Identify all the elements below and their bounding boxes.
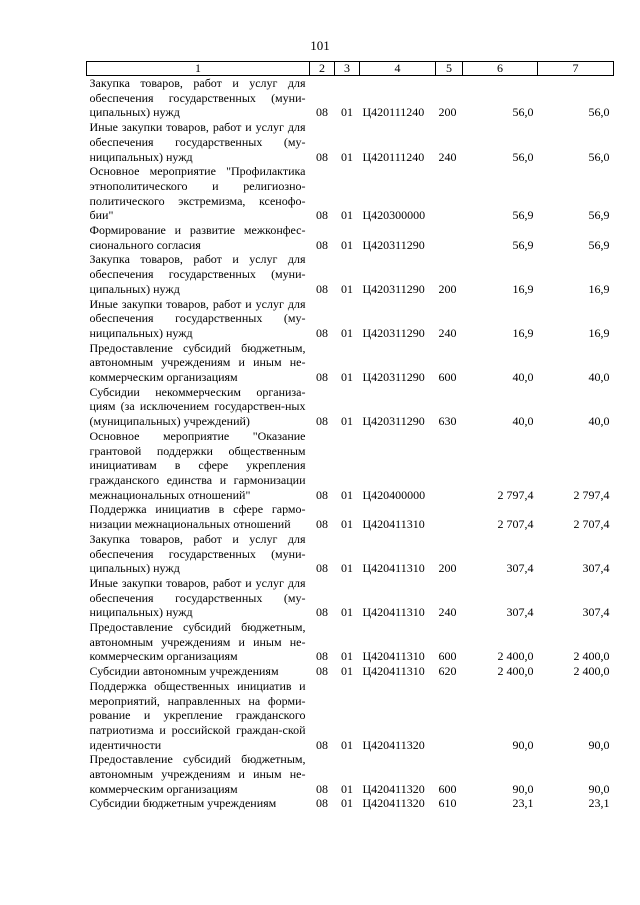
table-row <box>87 120 614 164</box>
row-name: Основное мероприятие "Профилактика этнополитического и религиозно-политического экстремизма, ксенофо-бии" <box>89 164 306 223</box>
row-value-col6: 56,0 <box>512 105 534 120</box>
row-section: 08 <box>316 105 328 120</box>
row-expense-type: 600 <box>438 649 457 664</box>
table-row <box>87 429 614 503</box>
table-row <box>87 576 614 620</box>
row-value-col7: 2 400,0 <box>573 664 610 679</box>
row-name: Субсидии некоммерческим организа-циям (за исключением государствен-ных (муниципальных) учреждений) <box>89 384 306 429</box>
row-expense-type: 200 <box>438 281 457 296</box>
row-expense-type <box>436 164 463 223</box>
row-section: 08 <box>316 208 328 223</box>
row-expense-type: 240 <box>438 325 457 340</box>
row-target-code: Ц420411310 <box>362 517 425 532</box>
row-subsection: 01 <box>341 325 353 340</box>
row-value-col7: 2 400,0 <box>573 649 610 664</box>
table-row <box>87 679 614 753</box>
row-target-code: Ц420400000 <box>362 487 426 502</box>
row-value-col6: 90,0 <box>512 737 534 752</box>
table-row <box>87 164 614 223</box>
row-expense-type <box>436 429 463 503</box>
row-subsection: 01 <box>341 781 353 796</box>
row-name: Основное мероприятие "Оказание грантовой поддержки общественным инициативам в сфере укрепления гражданского единства и гармонизации межнациональных отношений" <box>89 428 306 502</box>
row-target-code: Ц420311290 <box>362 370 425 385</box>
row-section: 08 <box>316 237 328 252</box>
row-section: 08 <box>316 605 328 620</box>
row-expense-type: 200 <box>438 561 457 576</box>
row-section: 08 <box>316 149 328 164</box>
row-value-col7: 56,9 <box>588 237 610 252</box>
row-expense-type: 200 <box>438 105 457 120</box>
page-number: 101 <box>310 38 330 53</box>
row-name: Закупка товаров, работ и услуг для обеспечения государственных (муни-ципальных) нужд <box>89 252 306 296</box>
row-value-col6: 56,0 <box>512 149 534 164</box>
row-section: 08 <box>316 487 328 502</box>
row-target-code: Ц420311290 <box>362 281 425 296</box>
row-name: Иные закупки товаров, работ и услуг для обеспечения государственных (му-ниципальных) нужд <box>89 296 306 340</box>
header-col-4: 4 <box>360 62 436 76</box>
table-row <box>87 502 614 531</box>
row-value-col6: 40,0 <box>512 370 534 385</box>
header-col-3: 3 <box>335 62 360 76</box>
row-section: 08 <box>316 517 328 532</box>
table-row <box>87 664 614 679</box>
row-expense-type: 600 <box>438 781 457 796</box>
row-section: 08 <box>316 370 328 385</box>
row-target-code: Ц420411310 <box>362 605 425 620</box>
table-row <box>87 341 614 385</box>
row-value-col7: 307,4 <box>582 605 610 620</box>
budget-table <box>86 61 614 811</box>
row-subsection: 01 <box>341 487 353 502</box>
row-expense-type: 610 <box>438 796 457 811</box>
header-col-5: 5 <box>436 62 463 76</box>
row-value-col6: 307,4 <box>506 561 534 576</box>
table-row <box>87 620 614 664</box>
row-value-col6: 307,4 <box>506 605 534 620</box>
row-name: Субсидии бюджетным учреждениям <box>89 796 277 811</box>
row-target-code: Ц420411310 <box>362 561 425 576</box>
row-value-col7: 90,0 <box>588 781 610 796</box>
row-subsection: 01 <box>341 414 353 429</box>
row-subsection: 01 <box>341 796 353 811</box>
table-row <box>87 297 614 341</box>
table-row <box>87 223 614 252</box>
row-target-code: Ц420411320 <box>362 781 425 796</box>
row-value-col6: 56,9 <box>512 237 534 252</box>
row-value-col7: 56,0 <box>588 105 610 120</box>
row-name: Формирование и развитие межконфес-сионального согласия <box>89 223 306 252</box>
row-target-code: Ц420311290 <box>362 237 425 252</box>
row-target-code: Ц420411320 <box>362 737 425 752</box>
row-expense-type <box>436 223 463 252</box>
row-expense-type: 600 <box>438 370 457 385</box>
row-target-code: Ц420311290 <box>362 325 425 340</box>
row-name: Предоставление субсидий бюджетным, автономным учреждениям и иным не-коммерческим организациям <box>89 752 306 796</box>
row-value-col7: 16,9 <box>588 281 610 296</box>
row-value-col7: 2 707,4 <box>573 517 610 532</box>
table-row <box>87 76 614 121</box>
row-name: Закупка товаров, работ и услуг для обеспечения государственных (муни-ципальных) нужд <box>89 531 306 576</box>
row-value-col6: 2 707,4 <box>497 517 534 532</box>
table-row <box>87 796 614 811</box>
row-section: 08 <box>316 325 328 340</box>
row-value-col7: 56,9 <box>588 208 610 223</box>
row-name: Поддержка инициатив в сфере гармо-низации межнациональных отношений <box>89 502 306 532</box>
row-subsection: 01 <box>341 664 353 679</box>
table-header <box>87 62 614 76</box>
row-target-code: Ц420311290 <box>362 414 425 429</box>
row-value-col7: 40,0 <box>588 414 610 429</box>
row-expense-type: 240 <box>438 149 457 164</box>
row-name: Иные закупки товаров, работ и услуг для обеспечения государственных (му-ниципальных) нужд <box>89 575 306 620</box>
row-target-code: Ц420111240 <box>362 105 425 120</box>
row-value-col6: 2 797,4 <box>497 487 534 502</box>
row-value-col7: 90,0 <box>588 737 610 752</box>
row-target-code: Ц420111240 <box>362 149 425 164</box>
row-value-col6: 90,0 <box>512 781 534 796</box>
row-value-col6: 40,0 <box>512 414 534 429</box>
header-col-2: 2 <box>310 62 335 76</box>
header-col-6: 6 <box>463 62 538 76</box>
row-section: 08 <box>316 796 328 811</box>
row-target-code: Ц420411310 <box>362 649 425 664</box>
row-subsection: 01 <box>341 605 353 620</box>
header-row <box>87 62 614 76</box>
row-target-code: Ц420411320 <box>362 796 425 811</box>
row-value-col6: 56,9 <box>512 208 534 223</box>
row-value-col6: 16,9 <box>512 281 534 296</box>
row-value-col6: 2 400,0 <box>497 649 534 664</box>
row-name: Предоставление субсидий бюджетным, автономным учреждениям и иным не-коммерческим организациям <box>89 340 306 385</box>
row-subsection: 01 <box>341 370 353 385</box>
row-subsection: 01 <box>341 149 353 164</box>
row-value-col6: 23,1 <box>512 796 534 811</box>
row-section: 08 <box>316 781 328 796</box>
row-name: Предоставление субсидий бюджетным, автономным учреждениям и иным не-коммерческим организациям <box>89 620 306 664</box>
row-target-code: Ц420300000 <box>362 208 426 223</box>
table-row <box>87 532 614 576</box>
table-row <box>87 752 614 796</box>
row-section: 08 <box>316 561 328 576</box>
row-expense-type: 620 <box>438 664 457 679</box>
row-subsection: 01 <box>341 517 353 532</box>
row-name: Иные закупки товаров, работ и услуг для обеспечения государственных (му-ниципальных) нужд <box>89 120 306 164</box>
row-name: Субсидии автономным учреждениям <box>89 664 279 679</box>
row-subsection: 01 <box>341 281 353 296</box>
table-body <box>87 76 614 812</box>
row-expense-type <box>436 502 463 531</box>
row-section: 08 <box>316 414 328 429</box>
header-col-7: 7 <box>538 62 614 76</box>
row-subsection: 01 <box>341 737 353 752</box>
table-row <box>87 252 614 296</box>
row-value-col7: 40,0 <box>588 370 610 385</box>
row-subsection: 01 <box>341 649 353 664</box>
row-value-col7: 2 797,4 <box>573 487 610 502</box>
row-section: 08 <box>316 737 328 752</box>
row-value-col7: 56,0 <box>588 149 610 164</box>
row-expense-type: 240 <box>438 605 457 620</box>
row-value-col7: 23,1 <box>588 796 610 811</box>
row-value-col7: 307,4 <box>582 561 610 576</box>
table-row <box>87 385 614 429</box>
row-value-col6: 2 400,0 <box>497 664 534 679</box>
row-name: Закупка товаров, работ и услуг для обеспечения государственных (муни-ципальных) нужд <box>89 76 306 120</box>
row-subsection: 01 <box>341 105 353 120</box>
row-subsection: 01 <box>341 237 353 252</box>
row-expense-type <box>436 679 463 753</box>
row-subsection: 01 <box>341 561 353 576</box>
row-value-col6: 16,9 <box>512 325 534 340</box>
row-value-col7: 16,9 <box>588 325 610 340</box>
row-section: 08 <box>316 649 328 664</box>
row-name: Поддержка общественных инициатив и мероприятий, направленных на форми-рование и укрепление гражданского патриотизма и российской граждан-ской идентичности <box>89 678 306 752</box>
row-expense-type: 630 <box>438 414 457 429</box>
row-target-code: Ц420411310 <box>362 664 425 679</box>
header-col-1: 1 <box>87 62 310 76</box>
row-subsection: 01 <box>341 208 353 223</box>
row-section: 08 <box>316 664 328 679</box>
row-section: 08 <box>316 281 328 296</box>
